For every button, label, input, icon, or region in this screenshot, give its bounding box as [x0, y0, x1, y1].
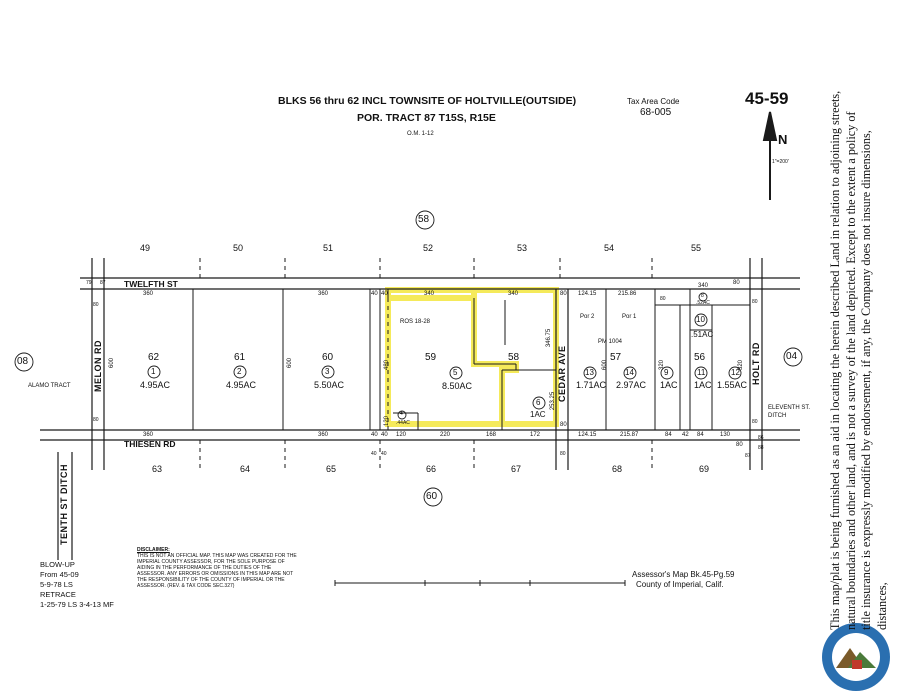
parcel-area: 5.50AC	[314, 380, 345, 390]
block-number: 68	[612, 464, 623, 474]
block-number: 50	[233, 243, 244, 253]
ros-label: ROS 18-28	[400, 319, 431, 325]
small-parcel-area: .52AC	[696, 300, 710, 306]
scale-bar	[335, 580, 625, 586]
dim: 215.86	[618, 291, 637, 297]
title-disclaimer-vertical: This map/plat is being furnished as an aid in locating the herein described Land in relation to adjoining streets, natural boundaries and other land, and is not a survey of the land depicted. Except to the extent a policy of title insurance is expressly modified by endorsement, if any, the Company does not insure dimensions, distances,	[828, 90, 889, 630]
small-parcel-area: .44AC	[396, 420, 410, 426]
block-number: 65	[326, 464, 337, 474]
parcel-number: 14	[625, 368, 634, 377]
dim: 80	[560, 291, 567, 297]
street-thiesen: THIESEN RD	[124, 439, 176, 449]
map-number: 45-59	[745, 89, 789, 108]
dim: 220	[440, 432, 451, 438]
parcel-block: 60	[322, 352, 334, 363]
dim: 253.25	[550, 391, 557, 411]
parcel-block: 61	[234, 352, 246, 363]
dim: 80	[736, 442, 743, 448]
parcel-area: 1.71AC	[576, 380, 607, 390]
small-parcel-number: 8	[701, 293, 704, 299]
parcel-number: 6	[536, 398, 541, 407]
tax-area-label: Tax Area Code	[627, 97, 680, 106]
dim: 320	[738, 359, 745, 371]
dim: 320	[659, 359, 666, 371]
parcel-block: 58	[508, 352, 520, 363]
block-number: 66	[426, 464, 437, 474]
por2-label: Por 2	[580, 314, 595, 320]
parcel-block: 56	[694, 352, 706, 363]
parcel-number: 12	[731, 368, 740, 377]
dim: 130	[720, 432, 731, 438]
dim: 42	[682, 432, 689, 438]
dim: 124.15	[578, 291, 597, 297]
blowup-note: 5-9-78 LS	[40, 580, 73, 589]
dim: 84	[697, 432, 704, 438]
dim: 80	[93, 417, 99, 423]
dim: 80	[752, 299, 758, 305]
dim: 84	[665, 432, 672, 438]
dim: 124.15	[578, 432, 597, 438]
dim: 168	[486, 432, 497, 438]
disclaimer	[137, 547, 297, 589]
block-number: 52	[423, 243, 434, 253]
street-holt: HOLT RD	[751, 342, 761, 385]
block-number: 69	[699, 464, 710, 474]
north-arrow-icon	[764, 112, 776, 200]
disclaimer-body: THIS IS NOT AN OFFICIAL MAP. THIS MAP WAS CREATED FOR THE IMPERIAL COUNTY ASSESSOR, FOR THE SOLE PURPOSE OF AIDING IN THE PERFORMANCE OF THE DUTIES OF THE ASSESSOR. ANY ERRORS OR OMISSIONS IN THIS MAP ARE NOT THE RESPONSIBILITY OF THE COUNTY OF IMPERIAL OR THE ASSESSOR. (REV. & TAX CODE SEC.327)	[137, 553, 297, 589]
dim: 120	[384, 415, 391, 427]
street-twelfth: TWELFTH ST	[124, 279, 178, 289]
blowup-note: 1-25-79 LS 3-4-13 MF	[40, 600, 114, 609]
dim: 87	[745, 453, 751, 459]
small-parcel-number: 4	[400, 411, 403, 417]
blowup-note: BLOW-UP	[40, 560, 75, 569]
parcel-area: 4.95AC	[140, 380, 171, 390]
block-number: 55	[691, 243, 702, 253]
parcel-number: 13	[585, 368, 594, 377]
dim: 86	[758, 435, 764, 441]
tax-area-code: 68-005	[640, 107, 672, 118]
dim: 172	[530, 432, 541, 438]
dim: 346.75	[546, 328, 553, 348]
blowup-note: RETRACE	[40, 590, 76, 599]
parcel-area: 8.50AC	[442, 381, 473, 391]
dim: 80	[733, 280, 740, 286]
dim: 340	[508, 291, 519, 297]
page-ref-left: 08	[17, 356, 29, 367]
dim: 360	[318, 432, 329, 438]
page-ref-right: 04	[786, 351, 798, 362]
dim: 340	[698, 283, 709, 289]
dim: 360	[318, 291, 329, 297]
parcel-number: 3	[325, 367, 330, 376]
parcel-area: 2.97AC	[616, 380, 647, 390]
dim: 600	[109, 357, 116, 369]
page-ref-top: 58	[418, 214, 430, 225]
parcel-number: 2	[237, 367, 242, 376]
parcel-area: 1.55AC	[717, 380, 748, 390]
assessor-line: County of Imperial, Calif.	[636, 580, 724, 589]
page-ref-bottom: 60	[426, 491, 438, 502]
block-number: 67	[511, 464, 522, 474]
dim: 215.87	[620, 432, 639, 438]
dim: 80	[560, 451, 566, 457]
parcel-area: 1AC	[694, 380, 712, 390]
assessor-line: Assessor's Map Bk.45-Pg.59	[632, 570, 735, 579]
north-label: N	[778, 132, 788, 147]
parcel-number: 5	[453, 368, 458, 377]
dim: 360	[143, 291, 154, 297]
block-number: 51	[323, 243, 334, 253]
association-seal-icon	[822, 623, 890, 691]
parcel-block: 62	[148, 352, 160, 363]
dim: 88	[758, 445, 764, 451]
dim: 340	[424, 291, 435, 297]
dim: 80	[93, 302, 99, 308]
block-number: 63	[152, 464, 163, 474]
parcel-number: 1	[151, 367, 156, 376]
alamo-tract: ALAMO TRACT	[28, 383, 71, 389]
dim: 40	[371, 432, 378, 438]
dim: 40	[381, 451, 387, 457]
street-cedar: CEDAR AVE	[557, 345, 567, 402]
parcel-block: 57	[610, 352, 622, 363]
block-number: 64	[240, 464, 251, 474]
street-tenth-ditch: TENTH ST DITCH	[59, 464, 69, 545]
block-number: 49	[140, 243, 151, 253]
dim: 600	[287, 357, 294, 369]
parcel-number: 9	[664, 368, 669, 377]
dim: 40	[371, 451, 377, 457]
parcel-area: 4.95AC	[226, 380, 257, 390]
dim: 40	[371, 291, 378, 297]
dim: 600	[602, 359, 609, 371]
disclaimer-heading: DISCLAIMER:	[137, 547, 170, 553]
block-number: 53	[517, 243, 528, 253]
parcel-number: 11	[697, 368, 706, 377]
dim: 360	[143, 432, 154, 438]
dim: 40	[381, 291, 388, 297]
parcel-block: 59	[425, 352, 437, 363]
por1-label: Por 1	[622, 314, 637, 320]
parcel-area: 1AC	[660, 380, 678, 390]
small-parcel-number: 10	[696, 315, 705, 324]
blowup-note: From 45-09	[40, 570, 79, 579]
pm-label: PM 1004	[598, 339, 623, 345]
dim: 40	[381, 432, 388, 438]
map-title: BLKS 56 thru 62 INCL TOWNSITE OF HOLTVILLE(OUTSIDE)	[278, 95, 577, 107]
map-subtitle: POR. TRACT 87 T15S, R15E	[357, 112, 496, 124]
small-parcel-area: .51AC	[691, 330, 714, 339]
dim: 80	[560, 422, 567, 428]
dim: 80	[752, 419, 758, 425]
eleventh-ditch: ELEVENTH ST.	[768, 405, 811, 411]
dim: 79	[86, 280, 92, 286]
dim: 120	[396, 432, 407, 438]
north-scale: 1"=200'	[772, 159, 789, 165]
dim: 480	[384, 359, 391, 371]
dim: 87	[100, 280, 106, 286]
dim: 80	[660, 296, 666, 302]
block-number: 54	[604, 243, 615, 253]
om-label: O.M. 1-12	[407, 131, 434, 137]
parcel-area: 1AC	[530, 410, 546, 419]
street-melon: MELON RD	[93, 340, 103, 392]
eleventh-ditch: DITCH	[768, 413, 787, 419]
